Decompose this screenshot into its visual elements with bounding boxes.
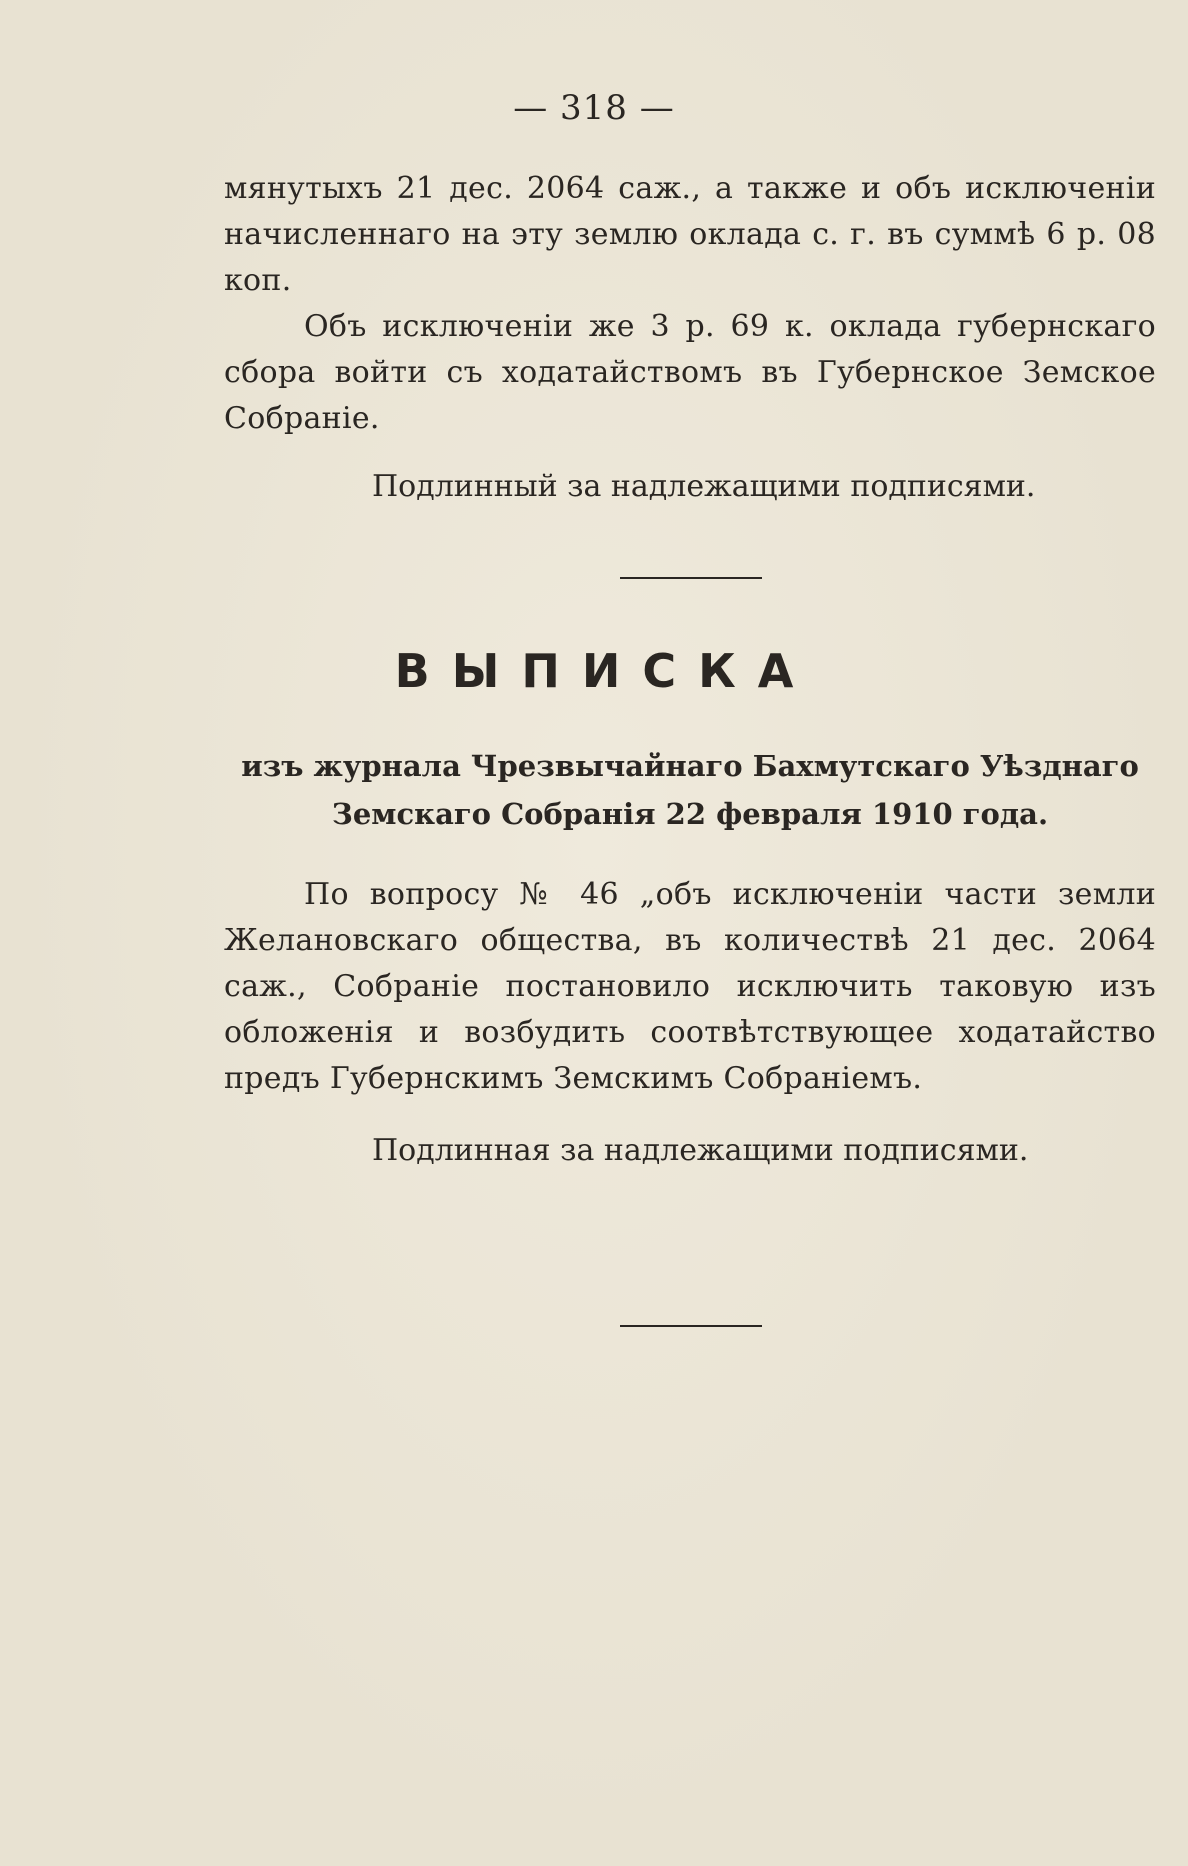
paragraph-provincial-fee: Объ исключенiи же 3 р. 69 к. оклада губернскаго сбора войти съ ходатайствомъ въ Губернское Земское Собранiе. bbox=[224, 309, 1156, 436]
signature-note-2: Подлинная за надлежащими подписями. bbox=[372, 1133, 1029, 1168]
divider-rule-bottom bbox=[620, 1325, 762, 1327]
page-number: — 318 — bbox=[513, 88, 675, 128]
paragraph-continuation: мянутыхъ 21 дес. 2064 саж., а также и объ исключенiи начисленнаго на эту землю оклада с. г. въ суммѣ 6 р. 08 коп. bbox=[224, 171, 1156, 298]
resolution-paragraph: По вопросу № 46 „объ исключенiи части земли Желановскаго общества, въ количествѣ 21 дес. 2064 саж., Собранiе постановило исключить таковую изъ обложенiя и возбудить соотвѣтствующее ходатайство предъ Губернскимъ Земскимъ Собранiемъ. bbox=[224, 877, 1156, 1096]
divider-rule-top bbox=[620, 577, 762, 579]
signature-note-1: Подлинный за надлежащими подписями. bbox=[372, 469, 1036, 504]
subtitle-line-2: Земскаго Собранiя 22 февраля 1910 года. bbox=[331, 797, 1049, 831]
section-subtitle bbox=[224, 742, 1156, 838]
section-title: ВЫПИСКА bbox=[394, 644, 816, 698]
subtitle-line-1: изъ журнала Чрезвычайнаго Бахмутскаго Уѣзднаго bbox=[241, 749, 1139, 783]
